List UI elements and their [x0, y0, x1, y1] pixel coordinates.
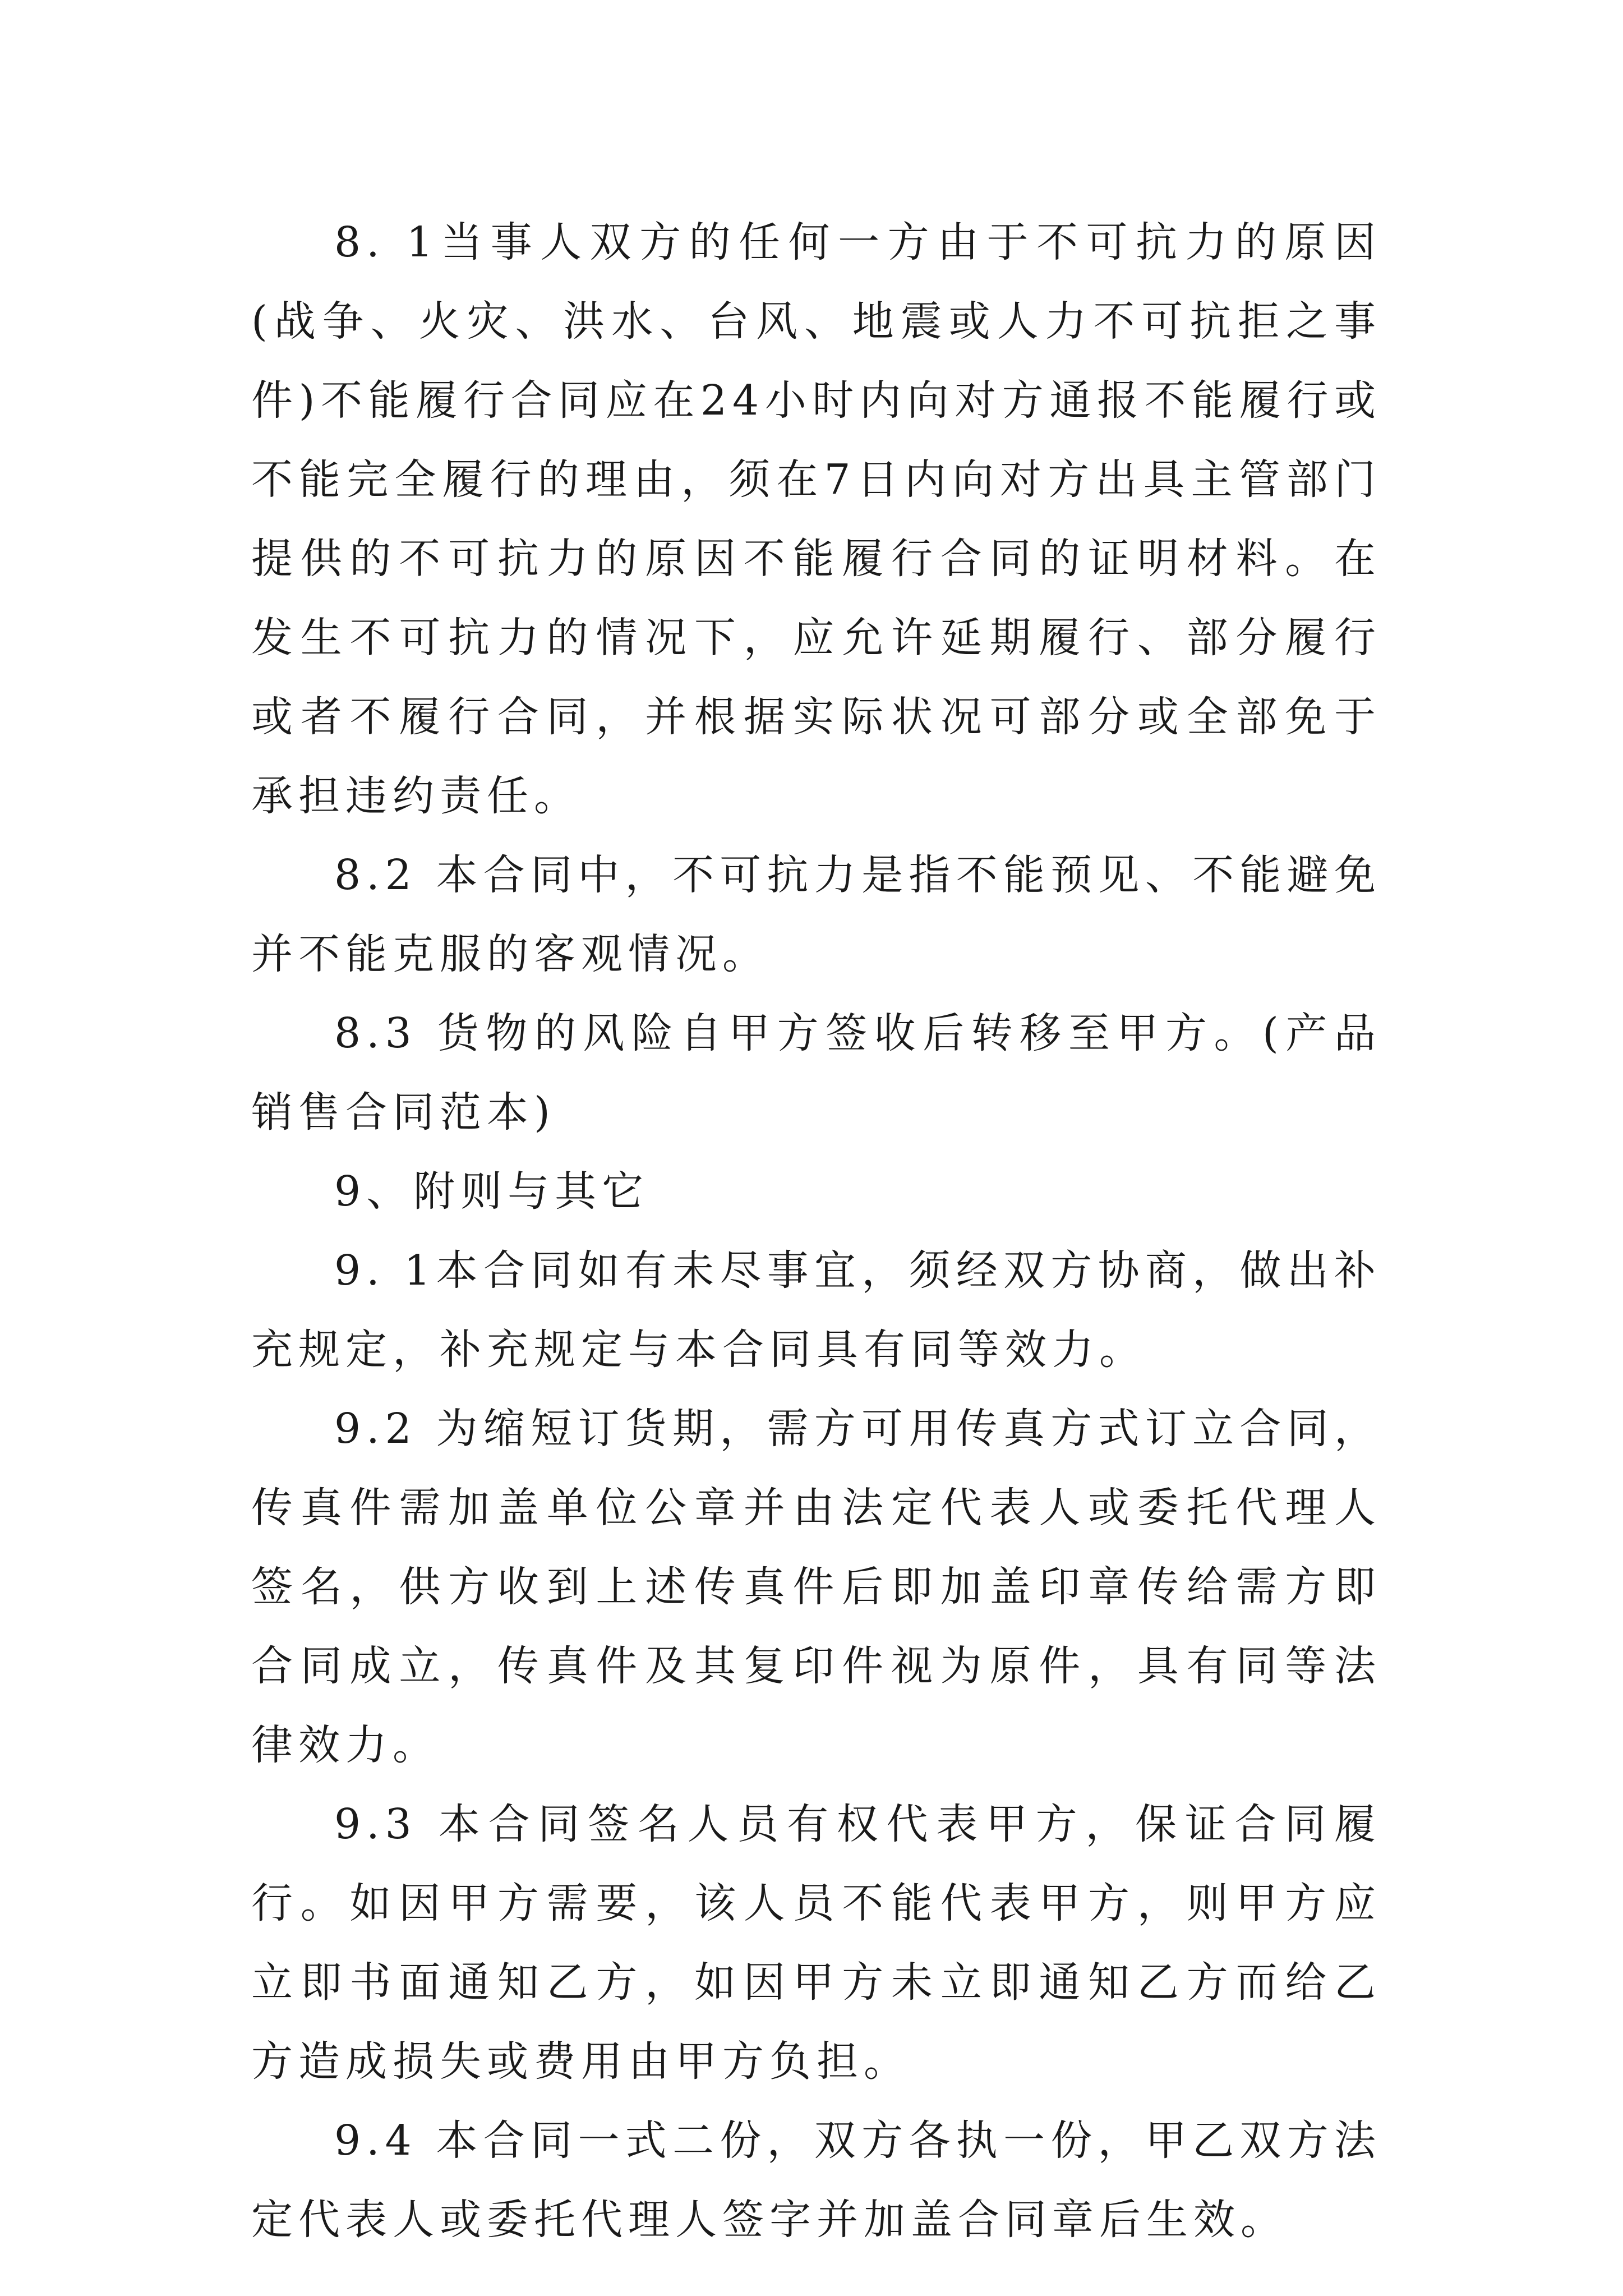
- document-body: [251, 203, 1381, 2260]
- paragraph-8-3: 8.3 货物的风险自甲方签收后转移至甲方。(产品销售合同范本): [251, 1009, 1381, 1137]
- paragraph-8-2: 8.2 本合同中，不可抗力是指不能预见、不能避免并不能克服的客观情况。: [251, 851, 1381, 978]
- section-heading-9: 9、附则与其它: [334, 1167, 649, 1216]
- paragraph-9-4: 9.4 本合同一式二份，双方各执一份，甲乙双方法定代表人或委托代理人签字并加盖合同章后生效。: [251, 2116, 1381, 2244]
- paragraph-9-1: 9. 1本合同如有未尽事宜，须经双方协商，做出补充规定，补充规定与本合同具有同等效力。: [251, 1246, 1381, 1374]
- paragraph-9-3: 9.3 本合同签名人员有权代表甲方，保证合同履行。如因甲方需要，该人员不能代表甲方，则甲方应立即书面通知乙方，如因甲方未立即通知乙方而给乙方造成损失或费用由甲方负担。: [251, 1800, 1381, 2086]
- paragraph-9-2: 9.2 为缩短订货期，需方可用传真方式订立合同，传真件需加盖单位公章并由法定代表人或委托代理人签名，供方收到上述传真件后即加盖印章传给需方即合同成立，传真件及其复印件视为原件，具有同等法律效力。: [251, 1405, 1381, 1769]
- paragraph-8-1: 8. 1当事人双方的任何一方由于不可抗力的原因(战争、火灾、洪水、台风、地震或人力不可抗拒之事件)不能履行合同应在24小时内向对方通报不能履行或不能完全履行的理由，须在7日内向对方出具主管部门提供的不可抗力的原因不能履行合同的证明材料。在发生不可抗力的情况下，应允许延期履行、部分履行或者不履行合同，并根据实际状况可部分或全部免于承担违约责任。: [251, 218, 1381, 820]
